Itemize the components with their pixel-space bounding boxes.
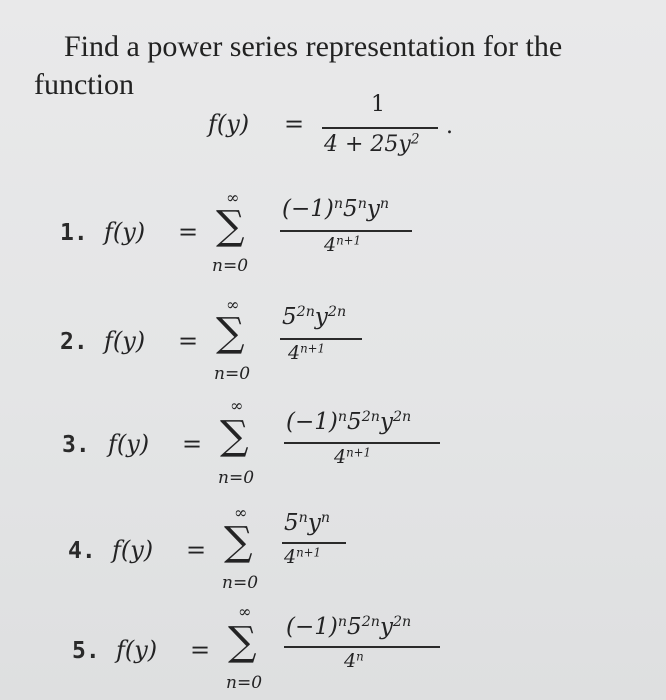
option-equals: =	[182, 430, 203, 458]
option-equals: =	[178, 218, 199, 246]
sum-lower-limit: n=0	[218, 468, 255, 488]
function-fraction-bar	[322, 127, 438, 129]
function-numerator: 1	[371, 92, 385, 117]
option-denominator: 4$^n$	[344, 649, 364, 672]
function-lhs: f(y)	[208, 110, 250, 138]
sum-lower-limit: n=0	[214, 364, 251, 384]
sum-upper-limit: ∞	[234, 503, 248, 522]
option-lhs: f(y)	[104, 218, 146, 246]
option-denominator: $4^{n+1}$	[334, 445, 372, 468]
option-number: 5.	[72, 638, 100, 664]
sum-upper-limit: ∞	[226, 295, 240, 314]
sum-lower-limit: n=0	[212, 256, 249, 276]
option-number: 1.	[60, 220, 88, 246]
sum-upper-limit: ∞	[226, 188, 240, 207]
option-lhs: f(y)	[116, 636, 158, 664]
summation-symbol: ∑	[224, 519, 253, 565]
option-denominator: $4^{n+1}$	[324, 233, 362, 256]
option-numerator: $5^{2n}y^{2n}$	[282, 304, 347, 330]
sum-upper-limit: ∞	[238, 602, 252, 621]
option-numerator: $(-1)^n5^ny^n$	[282, 196, 390, 222]
function-equals: =	[284, 110, 305, 138]
function-denominator: $4 + 25y^2$	[324, 131, 420, 157]
option-fraction-bar	[280, 230, 412, 232]
option-denominator: $4^{n+1}$	[288, 341, 326, 364]
option-fraction-bar	[280, 338, 362, 340]
option-fraction-bar	[282, 542, 346, 544]
option-equals: =	[190, 636, 211, 664]
option-fraction-bar	[284, 442, 440, 444]
question-line-1: Find a power series representation for the	[64, 30, 563, 63]
option-equals: =	[178, 327, 199, 355]
option-numerator: $(-1)^n5^{2n}y^{2n}$	[286, 409, 412, 435]
sum-lower-limit: n=0	[226, 673, 263, 693]
option-number: 4.	[68, 538, 96, 564]
sum-upper-limit: ∞	[230, 396, 244, 415]
option-numerator: $(-1)^n5^{2n}y^{2n}$	[286, 614, 412, 640]
option-numerator: $5^ny^n$	[284, 510, 331, 536]
summation-symbol: ∑	[228, 619, 257, 665]
function-period: .	[446, 114, 453, 139]
option-fraction-bar	[284, 646, 440, 648]
option-lhs: f(y)	[112, 536, 154, 564]
summation-symbol: ∑	[216, 310, 245, 356]
summation-symbol: ∑	[216, 203, 245, 249]
option-number: 2.	[60, 329, 88, 355]
question-line-2: function	[34, 68, 134, 101]
option-equals: =	[186, 536, 207, 564]
option-lhs: f(y)	[104, 327, 146, 355]
sum-lower-limit: n=0	[222, 573, 259, 593]
option-number: 3.	[62, 432, 90, 458]
option-denominator: $4^{n+1}$	[284, 545, 322, 568]
option-lhs: f(y)	[108, 430, 150, 458]
summation-symbol: ∑	[220, 413, 249, 459]
